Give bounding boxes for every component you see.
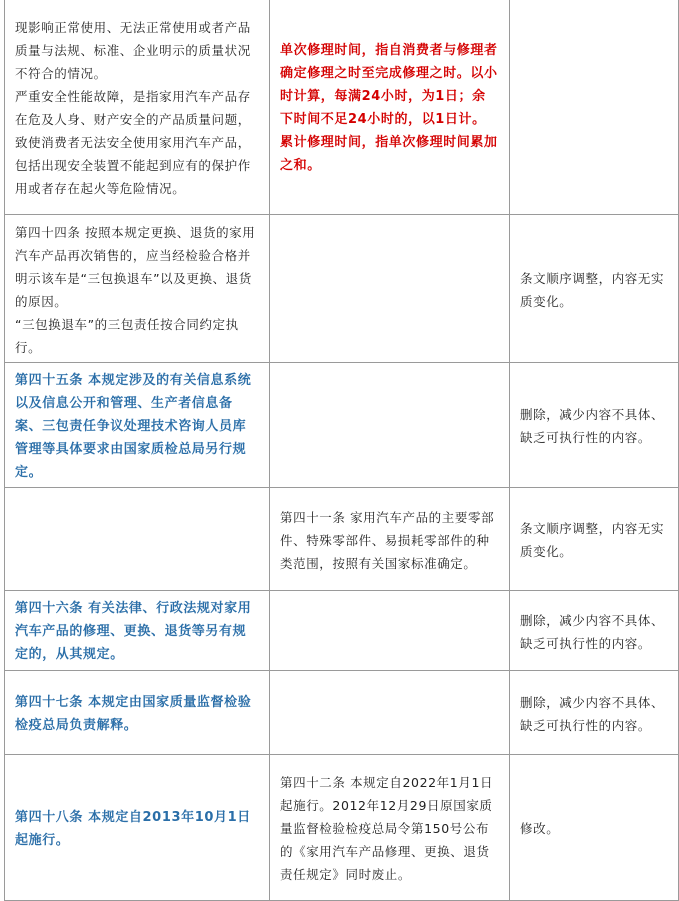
note-text: 条文顺序调整，内容无实质变化。 (520, 521, 665, 559)
new-text-cell (270, 0, 510, 215)
note-cell (510, 671, 679, 755)
note-text: 删除，减少内容不具体、缺乏可执行性的内容。 (520, 612, 665, 651)
table-row (5, 0, 679, 215)
old-text-cell (5, 488, 270, 591)
old-text-cell (5, 215, 270, 363)
note-text: 修改。 (520, 821, 560, 836)
old-text-cell (5, 0, 270, 215)
new-text-cell (270, 671, 510, 755)
table-row (5, 215, 679, 363)
note-cell (510, 591, 679, 671)
paragraph: 第四十四条 按照本规定更换、退货的家用汽车产品再次销售的，应当经检验合格并明示该车是“三包换退车”以及更换、退货的原因。 (15, 224, 256, 309)
old-text-cell (5, 591, 270, 671)
new-text-cell (270, 215, 510, 363)
paragraph: “三包换退车”的三包责任按合同约定执行。 (15, 316, 239, 355)
old-text-cell (5, 363, 270, 488)
comparison-table (4, 0, 679, 901)
note-cell (510, 488, 679, 591)
highlighted-paragraph: 累计修理时间，指单次修理时间累加之和。 (280, 134, 498, 173)
paragraph: 现影响正常使用、无法正常使用或者产品质量与法规、标准、企业明示的质量状况不符合的情况。 (15, 19, 251, 81)
note-text: 删除，减少内容不具体、缺乏可执行性的内容。 (520, 407, 665, 445)
table-row (5, 671, 679, 755)
deleted-paragraph: 第四十六条 有关法律、行政法规对家用汽车产品的修理、更换、退货等另有规定的，从其规定。 (15, 601, 252, 662)
note-cell (510, 755, 679, 901)
new-text-cell (270, 363, 510, 488)
new-text-cell (270, 488, 510, 591)
paragraph: 严重安全性能故障，是指家用汽车产品存在危及人身、财产安全的产品质量问题，致使消费者无法安全使用家用汽车产品，包括出现安全装置不能起到应有的保护作用或者存在起火等危险情况。 (15, 88, 251, 196)
table-row (5, 488, 679, 591)
table-row (5, 755, 679, 901)
note-cell (510, 363, 679, 488)
old-text-cell (5, 671, 270, 755)
note-text: 条文顺序调整，内容无实质变化。 (520, 270, 665, 309)
deleted-paragraph: 第四十五条 本规定涉及的有关信息系统以及信息公开和管理、生产者信息备案、三包责任争议处理技术咨询人员库管理等具体要求由国家质检总局另行规定。 (15, 372, 252, 480)
new-text-cell (270, 591, 510, 671)
note-text: 删除，减少内容不具体、缺乏可执行性的内容。 (520, 694, 665, 733)
paragraph: 第四十二条 本规定自2022年1月1日起施行。2012年12月29日原国家质量监督检验检疫总局令第150号公布的《家用汽车产品修理、更换、退货责任规定》同时废止。 (280, 775, 494, 882)
note-cell (510, 215, 679, 363)
paragraph: 第四十一条 家用汽车产品的主要零部件、特殊零部件、易损耗零部件的种类范围，按照有关国家标准确定。 (280, 509, 495, 571)
table-row (5, 363, 679, 488)
highlighted-paragraph: 单次修理时间，指自消费者与修理者确定修理之时至完成修理之时。以小时计算，每满24小时，为1日；余下时间不足24小时的，以1日计。 (280, 42, 498, 127)
note-cell (510, 0, 679, 215)
old-text-cell (5, 755, 270, 901)
deleted-paragraph: 第四十七条 本规定由国家质量监督检验检疫总局负责解释。 (15, 694, 252, 733)
deleted-paragraph: 第四十八条 本规定自2013年10月1日起施行。 (15, 809, 251, 848)
table-row (5, 591, 679, 671)
new-text-cell (270, 755, 510, 901)
